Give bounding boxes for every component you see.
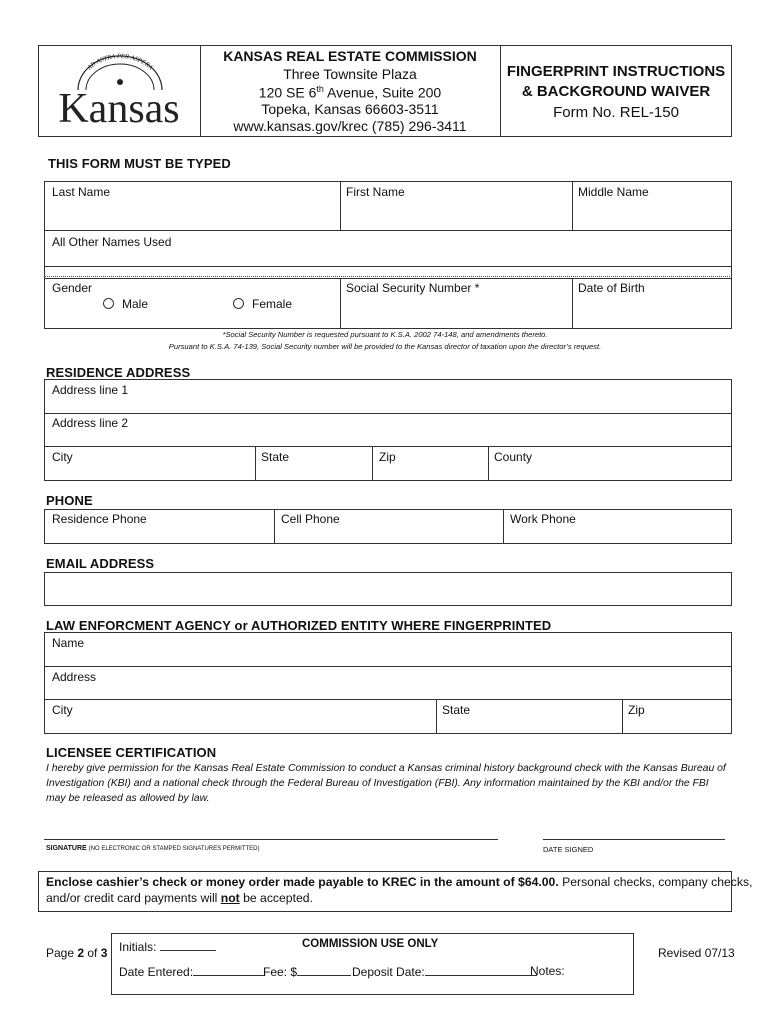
form-title-1: FINGERPRINT INSTRUCTIONS [506, 63, 726, 80]
certification-text-1: I hereby give permission for the Kansas Real Estate Commission to conduct a Kansas criminal history background check with the Kansas Bureau of [46, 763, 726, 774]
form-title-2: & BACKGROUND WAIVER [521, 83, 711, 100]
ssn-note-1: *Social Security Number is requested pursuant to K.S.A. 2002 74-148, and amendments thereto. [222, 330, 548, 339]
payment-text-1: Enclose cashier’s check or money order made payable to KREC in the amount of $64.00. Personal checks, company checks, [46, 875, 753, 889]
certification-text-2: Investigation (KBI) and a national check through the Federal Bureau of Investigation (FBI). Any information maintained by the KBI and/or the FBI [46, 778, 709, 789]
agency-zip-field[interactable]: Zip [628, 703, 645, 717]
first-name-field[interactable]: First Name [346, 185, 405, 199]
form-number: Form No. REL-150 [553, 104, 679, 121]
address-line-4: www.kansas.gov/krec (785) 296-3411 [233, 118, 467, 134]
ssn-field[interactable]: Social Security Number * [346, 281, 480, 295]
work-phone-field[interactable]: Work Phone [510, 512, 576, 526]
county-field[interactable]: County [494, 450, 533, 464]
residence-heading: RESIDENCE ADDRESS [46, 365, 191, 380]
male-label: Male [122, 297, 149, 311]
state-field[interactable]: State [261, 450, 290, 464]
female-radio[interactable] [233, 298, 244, 309]
address-line-3: Topeka, Kansas 66603-3511 [261, 101, 439, 117]
phone-heading: PHONE [46, 493, 93, 508]
initials-field[interactable]: Initials: [119, 939, 216, 954]
date-entered-field[interactable]: Date Entered: [119, 964, 265, 979]
signature-line[interactable] [44, 839, 498, 840]
notes-field[interactable]: Notes: [530, 964, 565, 978]
address-line-1-field[interactable]: Address line 1 [52, 383, 129, 397]
agency-name-field[interactable]: Name [52, 636, 85, 650]
address-line-1: Three Townsite Plaza [283, 66, 417, 82]
fee-field[interactable]: Fee: $ [263, 964, 351, 979]
logo-word: Kansas [58, 86, 180, 130]
agency-box [44, 632, 732, 734]
address-line-2: 120 SE 6th Avenue, Suite 200 [258, 84, 442, 101]
page-number: Page 2 of 3 [46, 946, 108, 960]
certification-heading: LICENSEE CERTIFICATION [46, 745, 217, 760]
kansas-logo [48, 52, 190, 130]
deposit-date-field[interactable]: Deposit Date: [352, 964, 537, 979]
residence-box [44, 379, 732, 481]
agency-heading: LAW ENFORCMENT AGENCY or AUTHORIZED ENTITY WHERE FINGERPRINTED [46, 618, 552, 633]
last-name-field[interactable]: Last Name [52, 185, 111, 199]
commission-use-label: COMMISSION USE ONLY [302, 938, 439, 950]
ssn-note-2: Pursuant to K.S.A. 74-139, Social Security number will be provided to the Kansas director of taxation upon the director’s request. [168, 342, 602, 351]
agency-address-field[interactable]: Address [52, 670, 97, 684]
payment-text-2: and/or credit card payments will not be accepted. [46, 891, 313, 905]
male-radio[interactable] [103, 298, 114, 309]
signature-label: SIGNATURE (NO ELECTRONIC OR STAMPED SIGNATURES PERMITTED) [46, 845, 260, 852]
city-field[interactable]: City [52, 450, 73, 464]
logo-motto: AD ASTRA PER ASPERA [86, 52, 154, 72]
date-signed-line[interactable] [543, 839, 725, 840]
other-names-field[interactable]: All Other Names Used [52, 235, 172, 249]
agency-city-field[interactable]: City [52, 703, 73, 717]
cell-phone-field[interactable]: Cell Phone [281, 512, 340, 526]
certification-text-3: may be released as allowed by law. [46, 793, 210, 804]
address-line-2-field[interactable]: Address line 2 [52, 416, 129, 430]
must-type-heading: THIS FORM MUST BE TYPED [48, 156, 231, 171]
zip-field[interactable]: Zip [379, 450, 396, 464]
email-field[interactable] [44, 572, 732, 606]
residence-phone-field[interactable]: Residence Phone [52, 512, 147, 526]
phone-box [44, 509, 732, 544]
female-label: Female [252, 297, 293, 311]
dob-field[interactable]: Date of Birth [578, 281, 645, 295]
date-signed-label: DATE SIGNED [543, 845, 594, 854]
revised-date: Revised 07/13 [658, 946, 735, 960]
agency-state-field[interactable]: State [442, 703, 471, 717]
middle-name-field[interactable]: Middle Name [578, 185, 649, 199]
gender-label: Gender [52, 281, 93, 295]
svg-text:AD ASTRA PER ASPERA [85, 53, 154, 72]
org-name: KANSAS REAL ESTATE COMMISSION [223, 48, 477, 64]
email-heading: EMAIL ADDRESS [46, 556, 155, 571]
